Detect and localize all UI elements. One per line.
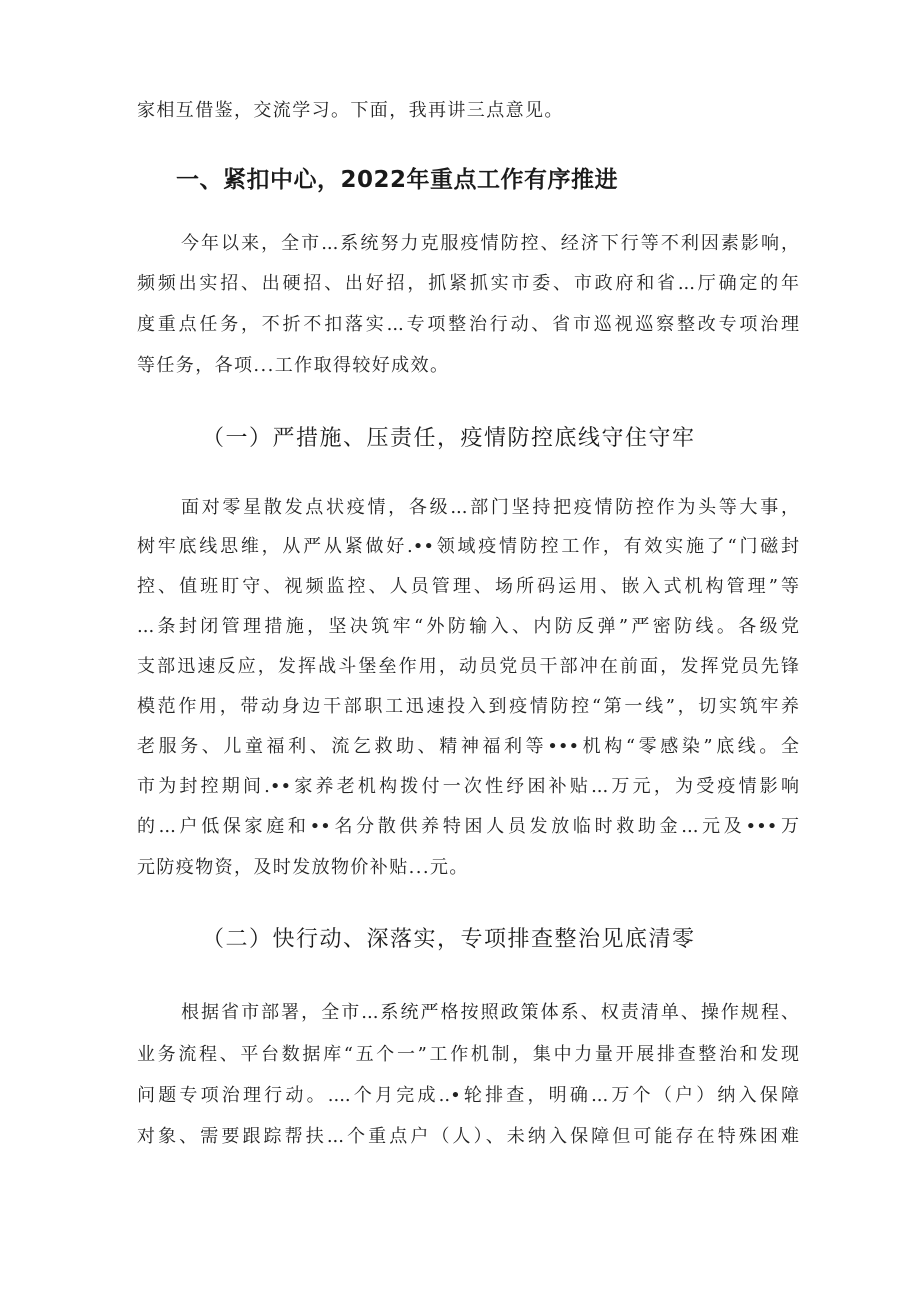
subsection-1-heading: （一）严措施、压责任，疫情防控底线守住守牢	[202, 426, 696, 451]
paragraph-line: 频频出实招、出硬招、出好招，抓紧抓实市委、市政府和省...厅确定的年	[137, 273, 799, 294]
paragraph-line: 业务流程、平台数据库“五个一”工作机制，集中力量开展排查整治和发现	[137, 1044, 799, 1065]
paragraph-line: ...条封闭管理措施，坚决筑牢“外防输入、内防反弹”严密防线。各级党	[137, 616, 799, 637]
section-1-heading: 一、紧扣中心，2022年重点工作有序推进	[176, 167, 619, 193]
paragraph-line: 问题专项治理行动。....个月完成..•轮排查，明确...万个（户）纳入保障	[137, 1085, 799, 1106]
paragraph-line: 今年以来，全市...系统努力克服疫情防控、经济下行等不利因素影响，	[181, 233, 799, 254]
paragraph-line: 度重点任务，不折不扣落实...专项整治行动、省市巡视巡察整改专项治理	[137, 314, 799, 335]
paragraph-line: 控、值班盯守、视频监控、人员管理、场所码运用、嵌入式机构管理”等	[137, 576, 799, 597]
paragraph-line: 的...户低保家庭和••名分散供养特困人员发放临时救助金...元及•••万	[137, 816, 799, 837]
paragraph-line: 面对零星散发点状疫情，各级...部门坚持把疫情防控作为头等大事，	[181, 497, 799, 518]
intro-line: 家相互借鉴，交流学习。下面，我再讲三点意见。	[137, 100, 564, 121]
paragraph-line: 支部迅速反应，发挥战斗堡垒作用，动员党员干部冲在前面，发挥党员先锋	[137, 656, 799, 677]
paragraph-line: 对象、需要跟踪帮扶...个重点户（人）、未纳入保障但可能存在特殊困难	[137, 1126, 799, 1147]
paragraph-line: 树牢底线思维，从严从紧做好.••领域疫情防控工作，有效实施了“门磁封	[137, 536, 799, 557]
subsection-2-heading: （二）快行动、深落实，专项排查整治见底清零	[202, 927, 696, 952]
paragraph-line: 元防疫物资，及时发放物价补贴...元。	[137, 857, 469, 878]
paragraph-line: 市为封控期间.••家养老机构拨付一次性纾困补贴...万元，为受疫情影响	[137, 776, 799, 797]
paragraph-line: 等任务，各项...工作取得较好成效。	[137, 355, 450, 376]
paragraph-line: 根据省市部署，全市...系统严格按照政策体系、权责清单、操作规程、	[181, 1002, 799, 1023]
paragraph-line: 老服务、儿童福利、流乞救助、精神福利等•••机构“零感染”底线。全	[137, 736, 799, 757]
paragraph-line: 模范作用，带动身边干部职工迅速投入到疫情防控“第一线”，切实筑牢养	[137, 696, 799, 717]
